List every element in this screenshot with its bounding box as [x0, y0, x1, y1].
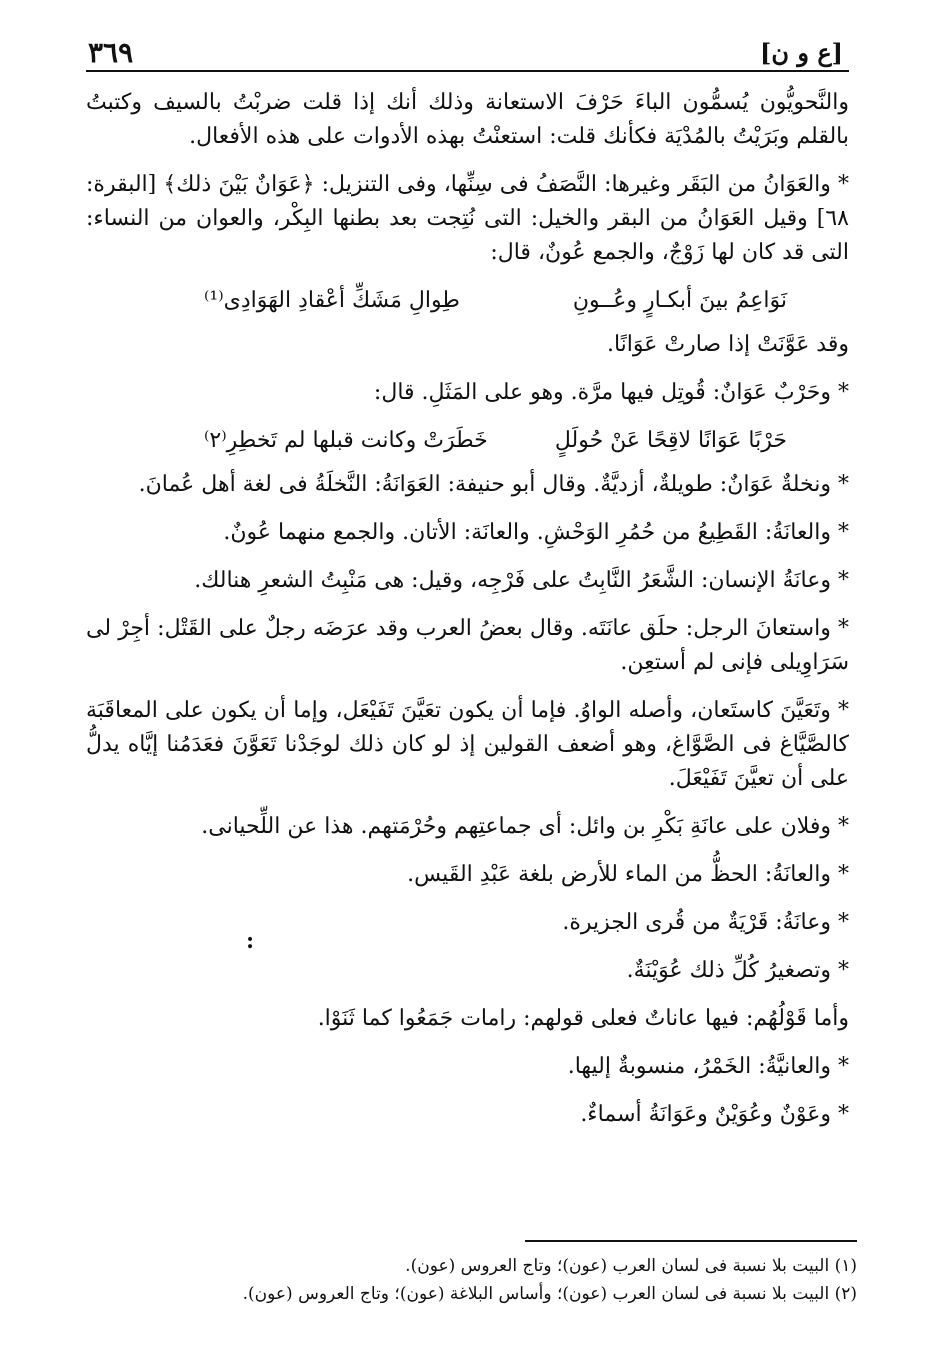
footnote-2: (٢) البيت بلا نسبة فى لسان العرب (عون)؛ وأساس البلاغة (عون)؛ وتاج العروس (عون).	[242, 1284, 857, 1304]
entry-diminutive: * وتصغيرُ كُلِّ ذلك عُوَيْنَةٌ.	[626, 958, 849, 983]
verse-line	[204, 424, 787, 458]
entry-anat-plural: وأما قَوْلُهُم: فيها عاناتٌ فعلى قولهم: رامات جَمَعُوا كما ثَنَوْا.	[317, 1006, 849, 1031]
main-text	[86, 86, 849, 1146]
entry-names: * وعَوْنٌ وعُوَيْنٌ وعَوَانَةُ أسماءٌ.	[580, 1102, 849, 1127]
entry-ana-water: * والعانَةُ: الحظُّ من الماء للأرض بلغة عَبْدِ القَيس.	[407, 862, 849, 887]
verse-line	[204, 284, 787, 318]
page-header	[88, 34, 843, 74]
verse-hemistich-left: خَطَرَتْ وكانت قبلها لم تَخطِرِ⁽٢⁾	[204, 428, 488, 453]
paragraph: وقد عَوَّنَتْ إذا صارتْ عَوَانًا.	[606, 332, 849, 357]
footnote-rule	[525, 1240, 857, 1242]
footnote-1: (١) البيت بلا نسبة فى لسان العرب (عون)؛ وتاج العروس (عون).	[405, 1256, 857, 1276]
entry-harb-awan: * وحَرْبٌ عَوَانٌ: قُوتِل فيها مرَّة. وهو على المَثَلِ. قال:	[373, 380, 849, 405]
entry-awan-cattle: * والعَوَانُ من البَقَر وغيرها: النَّصَفُ فى سِنِّها، وفى التنزيل: ﴿عَوَانٌ بَيْنَ ذلك﴾ [البقرة: ٦٨] وقيل العَوَانُ من البقر والخيل: التى نُتِجت بعد بطنها البِكْر، والعوان من النساء: التى قد كان لها زَوْجٌ، والجمع عُونٌ، قال:	[86, 172, 849, 265]
stray-colon-mark: :	[246, 928, 255, 954]
entry-ana-human: * وعانَةُ الإنسان: الشَّعَرُ النَّابِتُ على فَرْجِه، وقيل: هى مَنْبِتُ الشعرِ هنالك.	[194, 568, 849, 593]
root-heading: [ع و ن]	[760, 38, 843, 67]
paragraph: والنَّحويُّون يُسمُّون الباءَ حَرْفَ الاستعانة وذلك أنك إذا قلت ضربْتُ بالسيف وكتبتُ بالقلم وبَرَيْتُ بالمُدْيَة فكأنك قلت: استعنْتُ بهذه الأدوات على هذه الأفعال.	[86, 90, 849, 149]
entry-ana-tribe: * وفلان على عانَةِ بَكْرِ بن وائل: أى جماعتِهم وحُرْمَتهم. هذا عن اللِّحيانى.	[201, 814, 849, 839]
verse-hemistich-left: طِوالِ مَشَكِّ أعْقادِ الهَوَادِى⁽¹⁾	[204, 288, 460, 313]
entry-ana-village: * وعانَةُ: قَرْيَةٌ من قُرى الجزيرة.	[562, 910, 849, 935]
footnotes	[200, 1252, 857, 1308]
entry-aniyya: * والعانيَّةُ: الخَمْرُ، منسوبةٌ إليها.	[567, 1054, 849, 1079]
page-number: ٣٦٩	[88, 36, 134, 69]
entry-taayyana: * وتَعَيَّنَ كاستَعان، وأصله الواوُ. فإما أن يكون تعَيَّنَ تَفَيْعَل، وإما أن يكون على المعاقَبَة كالصَّيَّاغ فى الصَّوَّاغ، وهو أضعف القولين إذ لو كان ذلك لوجَدْنا تَعَوَّنَ فعَدَمُنا إيَّاه يدلُّ على أن تعيَّنَ تَفَيْعَلَ.	[86, 698, 849, 791]
verse-hemistich-right: حَرْبًا عَوَانًا لاقِحًا عَنْ حُولَلٍ	[554, 428, 787, 453]
entry-ana-herd: * والعانَةُ: القَطِيعُ من حُمُرِ الوَحْشِ. والعانَة: الأتان. والجمع منهما عُونٌ.	[223, 520, 849, 545]
entry-istaana: * واستعانَ الرجل: حلَق عانَتَه. وقال بعضُ العرب وقد عرَضَه رجلٌ على القَتْل: أجِرْ لى سَرَاوِيلى فإنى لم أستعِن.	[86, 616, 849, 675]
verse-hemistich-right: نَوَاعِمُ بينَ أبكـارٍ وعُــونِ	[572, 288, 787, 313]
entry-nakhla: * ونخلةٌ عَوَانٌ: طويلةٌ، أزديَّةٌ. وقال أبو حنيفة: العَوَانَةُ: النَّخلَةُ فى لغة أهل عُمانَ.	[138, 472, 849, 497]
header-rule	[86, 70, 849, 72]
